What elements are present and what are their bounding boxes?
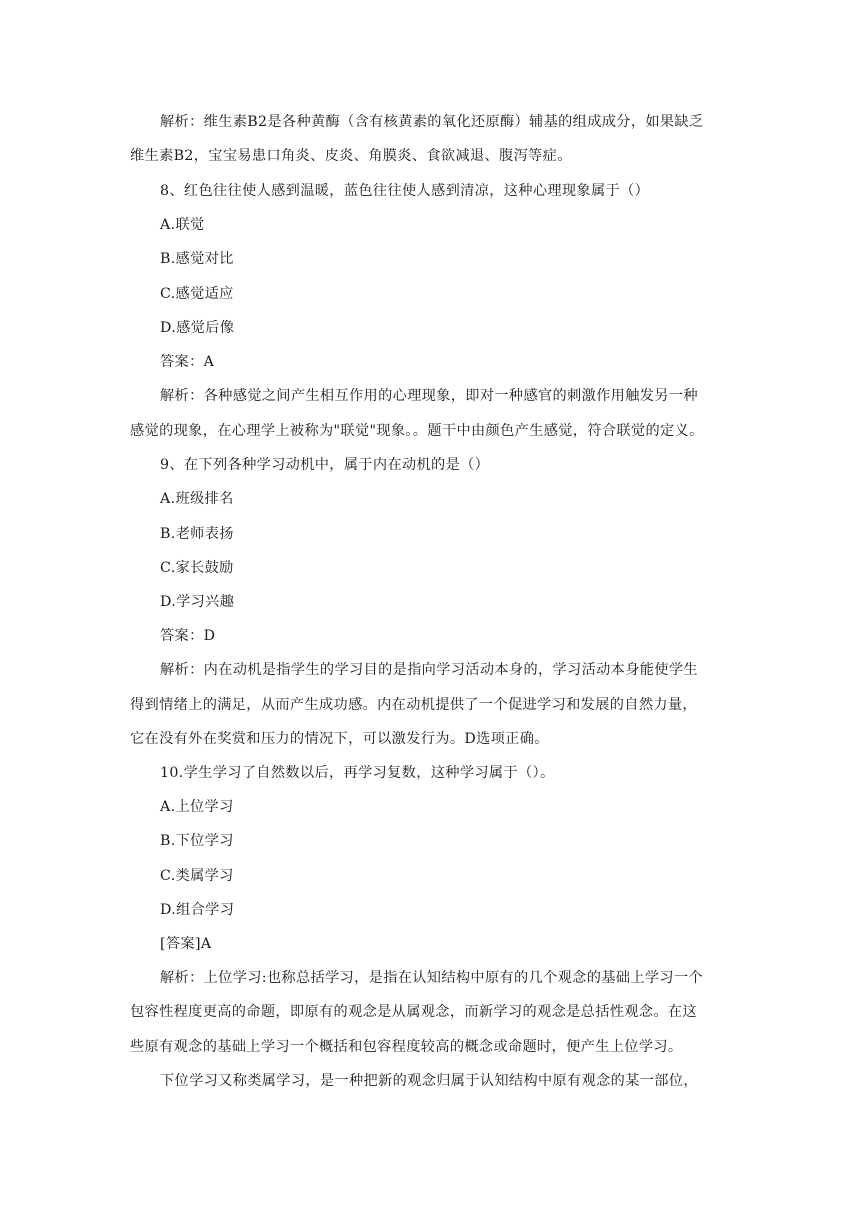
question-10-option-d: D.组合学习 <box>160 902 235 918</box>
question-10-option-c: C.类属学习 <box>160 868 234 884</box>
question-8-option-b: B.感觉对比 <box>160 251 234 267</box>
question-8-explanation-line2: 感觉的现象，在心理学上被称为"联觉"现象。。题干中由颜色产生感觉，符合联觉的定义。 <box>130 423 704 439</box>
question-10-explanation-line3: 些原有观念的基础上学习一个概括和包容程度较高的概念或命题时，便产生上位学习。 <box>130 1039 683 1055</box>
question-8-answer: 答案：A <box>160 354 215 370</box>
explanation-vitamin-b2-line1: 解析：维生素B2是各种黄酶（含有核黄素的氧化还原酶）辅基的组成成分，如果缺乏 <box>160 114 704 130</box>
question-9-option-a: A.班级排名 <box>160 491 234 507</box>
question-9-explanation-line2: 得到情绪上的满足，从而产生成功感。内在动机提供了一个促进学习和发展的自然力量， <box>130 697 697 713</box>
question-9-explanation-line3: 它在没有外在奖赏和压力的情况下，可以激发行为。D选项正确。 <box>130 731 549 747</box>
question-9-option-b: B.老师表扬 <box>160 526 234 542</box>
explanation-vitamin-b2-line2: 维生素B2，宝宝易患口角炎、皮炎、角膜炎、食欲减退、腹泻等症。 <box>130 148 572 164</box>
question-10-explanation-line4: 下位学习又称类属学习，是一种把新的观念归属于认知结构中原有观念的某一部位， <box>160 1073 698 1089</box>
question-10-option-b: B.下位学习 <box>160 833 234 849</box>
question-9-option-d: D.学习兴趣 <box>160 594 235 610</box>
question-9-explanation-line1: 解析：内在动机是指学生的学习目的是指向学习活动本身的，学习活动本身能使学生 <box>160 662 698 678</box>
question-8-explanation-line1: 解析：各种感觉之间产生相互作用的心理现象，即对一种感官的刺激作用触发另一种 <box>160 388 698 404</box>
question-8-text: 8、红色往往使人感到温暖，蓝色往往使人感到清凉，这种心理现象属于（） <box>160 183 650 199</box>
question-10-answer: [答案]A <box>160 936 212 952</box>
question-8-option-d: D.感觉后像 <box>160 320 235 336</box>
question-8-option-a: A.联觉 <box>160 217 205 233</box>
question-10-explanation-line1: 解析：上位学习:也称总括学习，是指在认知结构中原有的几个观念的基础上学习一个 <box>160 970 704 986</box>
question-10-text: 10.学生学习了自然数以后，再学习复数，这种学习属于（）。 <box>160 765 555 781</box>
question-8-option-c: C.感觉适应 <box>160 286 234 302</box>
question-9-option-c: C.家长鼓励 <box>160 560 234 576</box>
question-10-explanation-line2: 包容性程度更高的命题，即原有的观念是从属观念，而新学习的观念是总括性观念。在这 <box>130 1004 697 1020</box>
question-9-text: 9、在下列各种学习动机中，属于内在动机的是（） <box>160 457 490 473</box>
question-9-answer: 答案：D <box>160 628 216 644</box>
question-10-option-a: A.上位学习 <box>160 799 234 815</box>
